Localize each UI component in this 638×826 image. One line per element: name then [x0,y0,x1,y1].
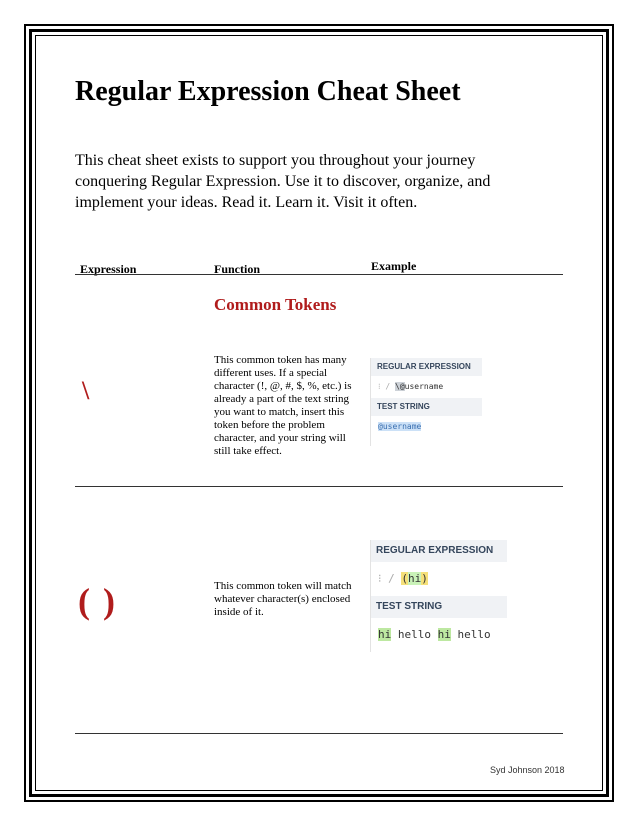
row-divider [75,486,563,487]
regex-delimiter: ⁝ / [378,572,395,585]
footer-credit: Syd Johnson 2018 [490,765,565,775]
function-description-parentheses: This common token will match whatever character(s) enclosed inside of it. [214,580,352,618]
example-backslash [370,358,482,446]
regex-label: REGULAR EXPRESSION [371,358,482,376]
bottom-divider [75,733,563,734]
column-header-function: Function [214,262,261,276]
test-text: hello [450,628,491,641]
expression-parentheses: ( ) [78,581,117,621]
intro-paragraph: This cheat sheet exists to support you throughout your journey conquering Regular Expression. Use it to discover, organize, and implement your ideas. Read it. Learn it. Visit it often. [75,152,491,211]
expression-backslash: \ [82,376,90,405]
column-header-example: Example [371,259,417,273]
test-string-field [371,618,507,652]
regex-field [371,562,507,596]
test-match: hi [437,628,451,641]
example-parentheses [370,540,507,652]
section-title: Common Tokens [214,295,337,314]
regex-field [371,376,482,398]
regex-group-open: ( [401,572,408,585]
page-title: Regular Expression Cheat Sheet [75,76,461,107]
column-header-expression: Expression [80,262,137,276]
test-match: hi [378,628,392,641]
regex-group-close: ) [421,572,428,585]
regex-label: REGULAR EXPRESSION [371,540,507,562]
test-text: hello [391,628,438,641]
regex-group-inner: hi [408,572,422,585]
function-description-backslash: This common token has many different uses. If a special character (!, @, #, $, %, etc.) is already a part of the text string you want to match, insert this token before the problem character, and your string will still take effect. [214,354,352,457]
test-string-label: TEST STRING [371,398,482,416]
regex-rest: username [404,382,444,391]
test-string-label: TEST STRING [371,596,507,618]
regex-delimiter: ⁝ / [378,382,391,391]
regex-token: \@ [395,382,405,391]
test-string-field [371,416,482,438]
header-divider [75,274,563,275]
test-match: @username [378,422,422,431]
